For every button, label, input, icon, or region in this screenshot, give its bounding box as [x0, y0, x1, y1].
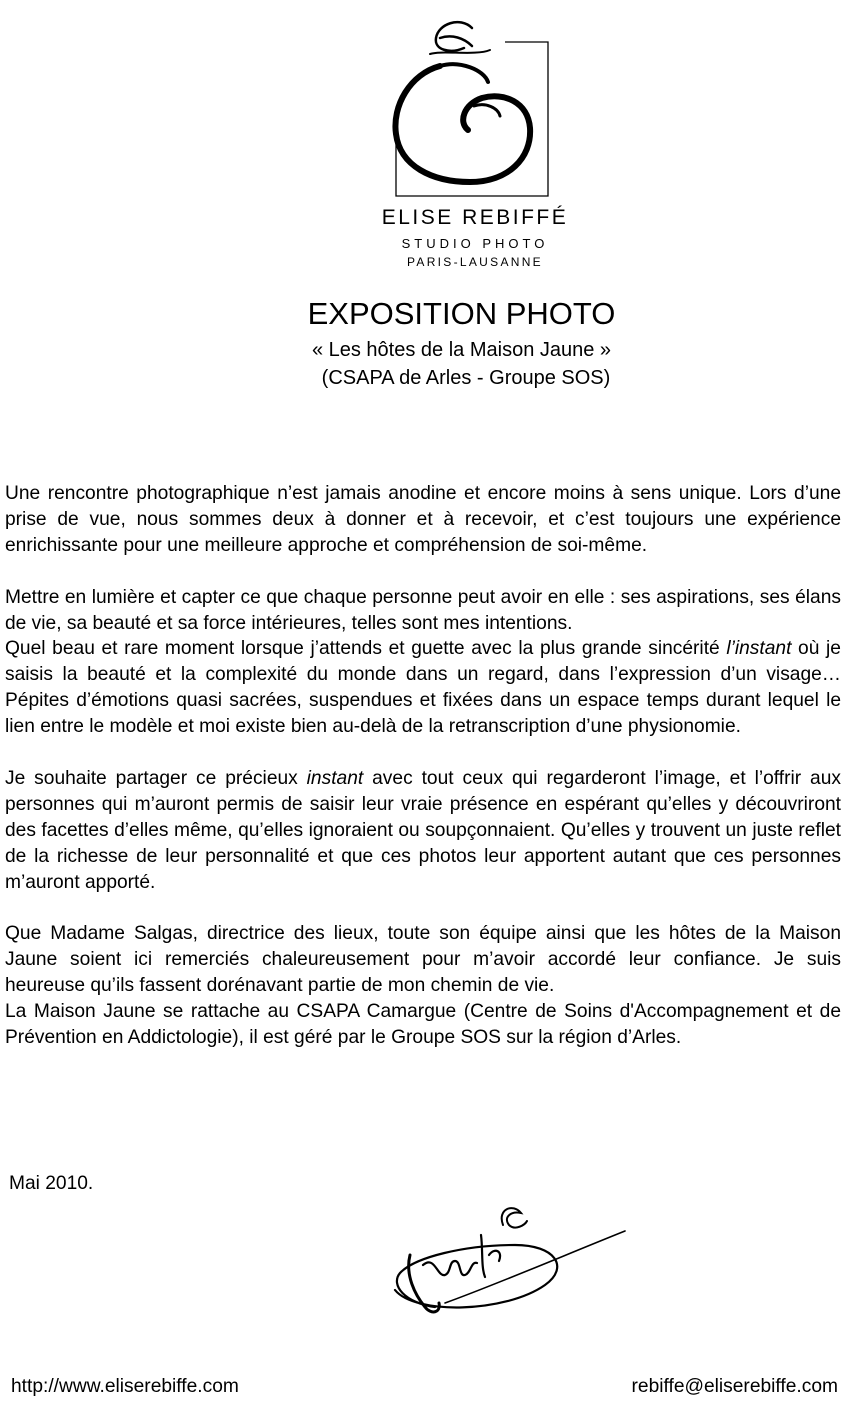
paragraph-3-emphasis: l’instant: [726, 638, 792, 660]
paragraph-3-text-end: où je saisis la beauté et la complexité du monde dans un regard, dans l’expression d’un visage… Pépites d’émotions quasi sacrées, suspendues et fixées dans un espace temps durant lequel le lien entre le modèle et moi existe bien au-delà de la retranscription d’une physionomie.: [5, 638, 841, 738]
email-link[interactable]: rebiffe@eliserebiffe.com: [631, 1376, 838, 1397]
paragraph-4-text: Je souhaite partager ce précieux: [5, 767, 307, 789]
exhibition-subtitle: « Les hôtes de la Maison Jaune »: [311, 339, 612, 361]
exhibition-organizer: (CSAPA de Arles - Groupe SOS): [321, 367, 611, 389]
paragraph-4: [5, 766, 841, 896]
signature: [385, 1195, 635, 1335]
paragraph-3-text: Quel beau et rare moment lorsque j’attends et guette avec la plus grande sincérité: [5, 638, 727, 660]
paragraph-1: Une rencontre photographique n’est jamais anodine et encore moins à sens unique. Lors d’une prise de vue, nous sommes deux à donner et à recevoir, et c’est toujours une expérience enrichissante pour une meilleure approche et compréhension de soi-même.: [5, 483, 841, 556]
paragraph-4-emphasis: instant: [306, 767, 364, 789]
monogram-e-logo-icon: [380, 10, 570, 210]
paragraph-6: La Maison Jaune se rattache au CSAPA Camargue (Centre de Soins d'Accompagnement et de Prévention en Addictologie), il est géré par le Groupe SOS sur la région d’Arles.: [5, 1001, 841, 1048]
page-title: EXPOSITION PHOTO: [307, 296, 616, 331]
paragraph-2: Mettre en lumière et capter ce que chaque personne peut avoir en elle : ses aspirations, ses élans de vie, sa beauté et sa force intérieures, telles sont mes intentions.: [5, 586, 841, 634]
date: Mai 2010.: [9, 1173, 94, 1194]
paragraph-5: Que Madame Salgas, directrice des lieux, toute son équipe ainsi que les hôtes de la Maison Jaune soient ici remerciés chaleureusement pour m’avoir accordé leur confiance. Je suis heureuse qu’ils fassent dorénavant partie de mon chemin de vie.: [5, 923, 841, 997]
body-text: [5, 481, 841, 1051]
logo-tagline: STUDIO PHOTO: [401, 236, 549, 251]
paragraph-4-text-end: avec tout ceux qui regarderont l’image, et l’offrir aux personnes qui m’auront permis de saisir leur vraie présence en espérant qu’elles y découvriront des facettes d’elles même, qu’elles ignoraient ou soupçonnaient. Qu’elles y trouvent un juste reflet de la richesse de leur personnalité et que ces photos leur apportent autant que ces personnes m’auront apporté.: [5, 767, 841, 893]
logo-locations: PARIS-LAUSANNE: [406, 255, 543, 269]
paragraph-3: [5, 636, 841, 740]
studio-logo: [380, 10, 570, 270]
website-link[interactable]: http://www.eliserebiffe.com: [11, 1376, 239, 1397]
logo-name: ELISE REBIFFÉ: [381, 206, 569, 229]
handwritten-signature-icon: [385, 1195, 635, 1335]
